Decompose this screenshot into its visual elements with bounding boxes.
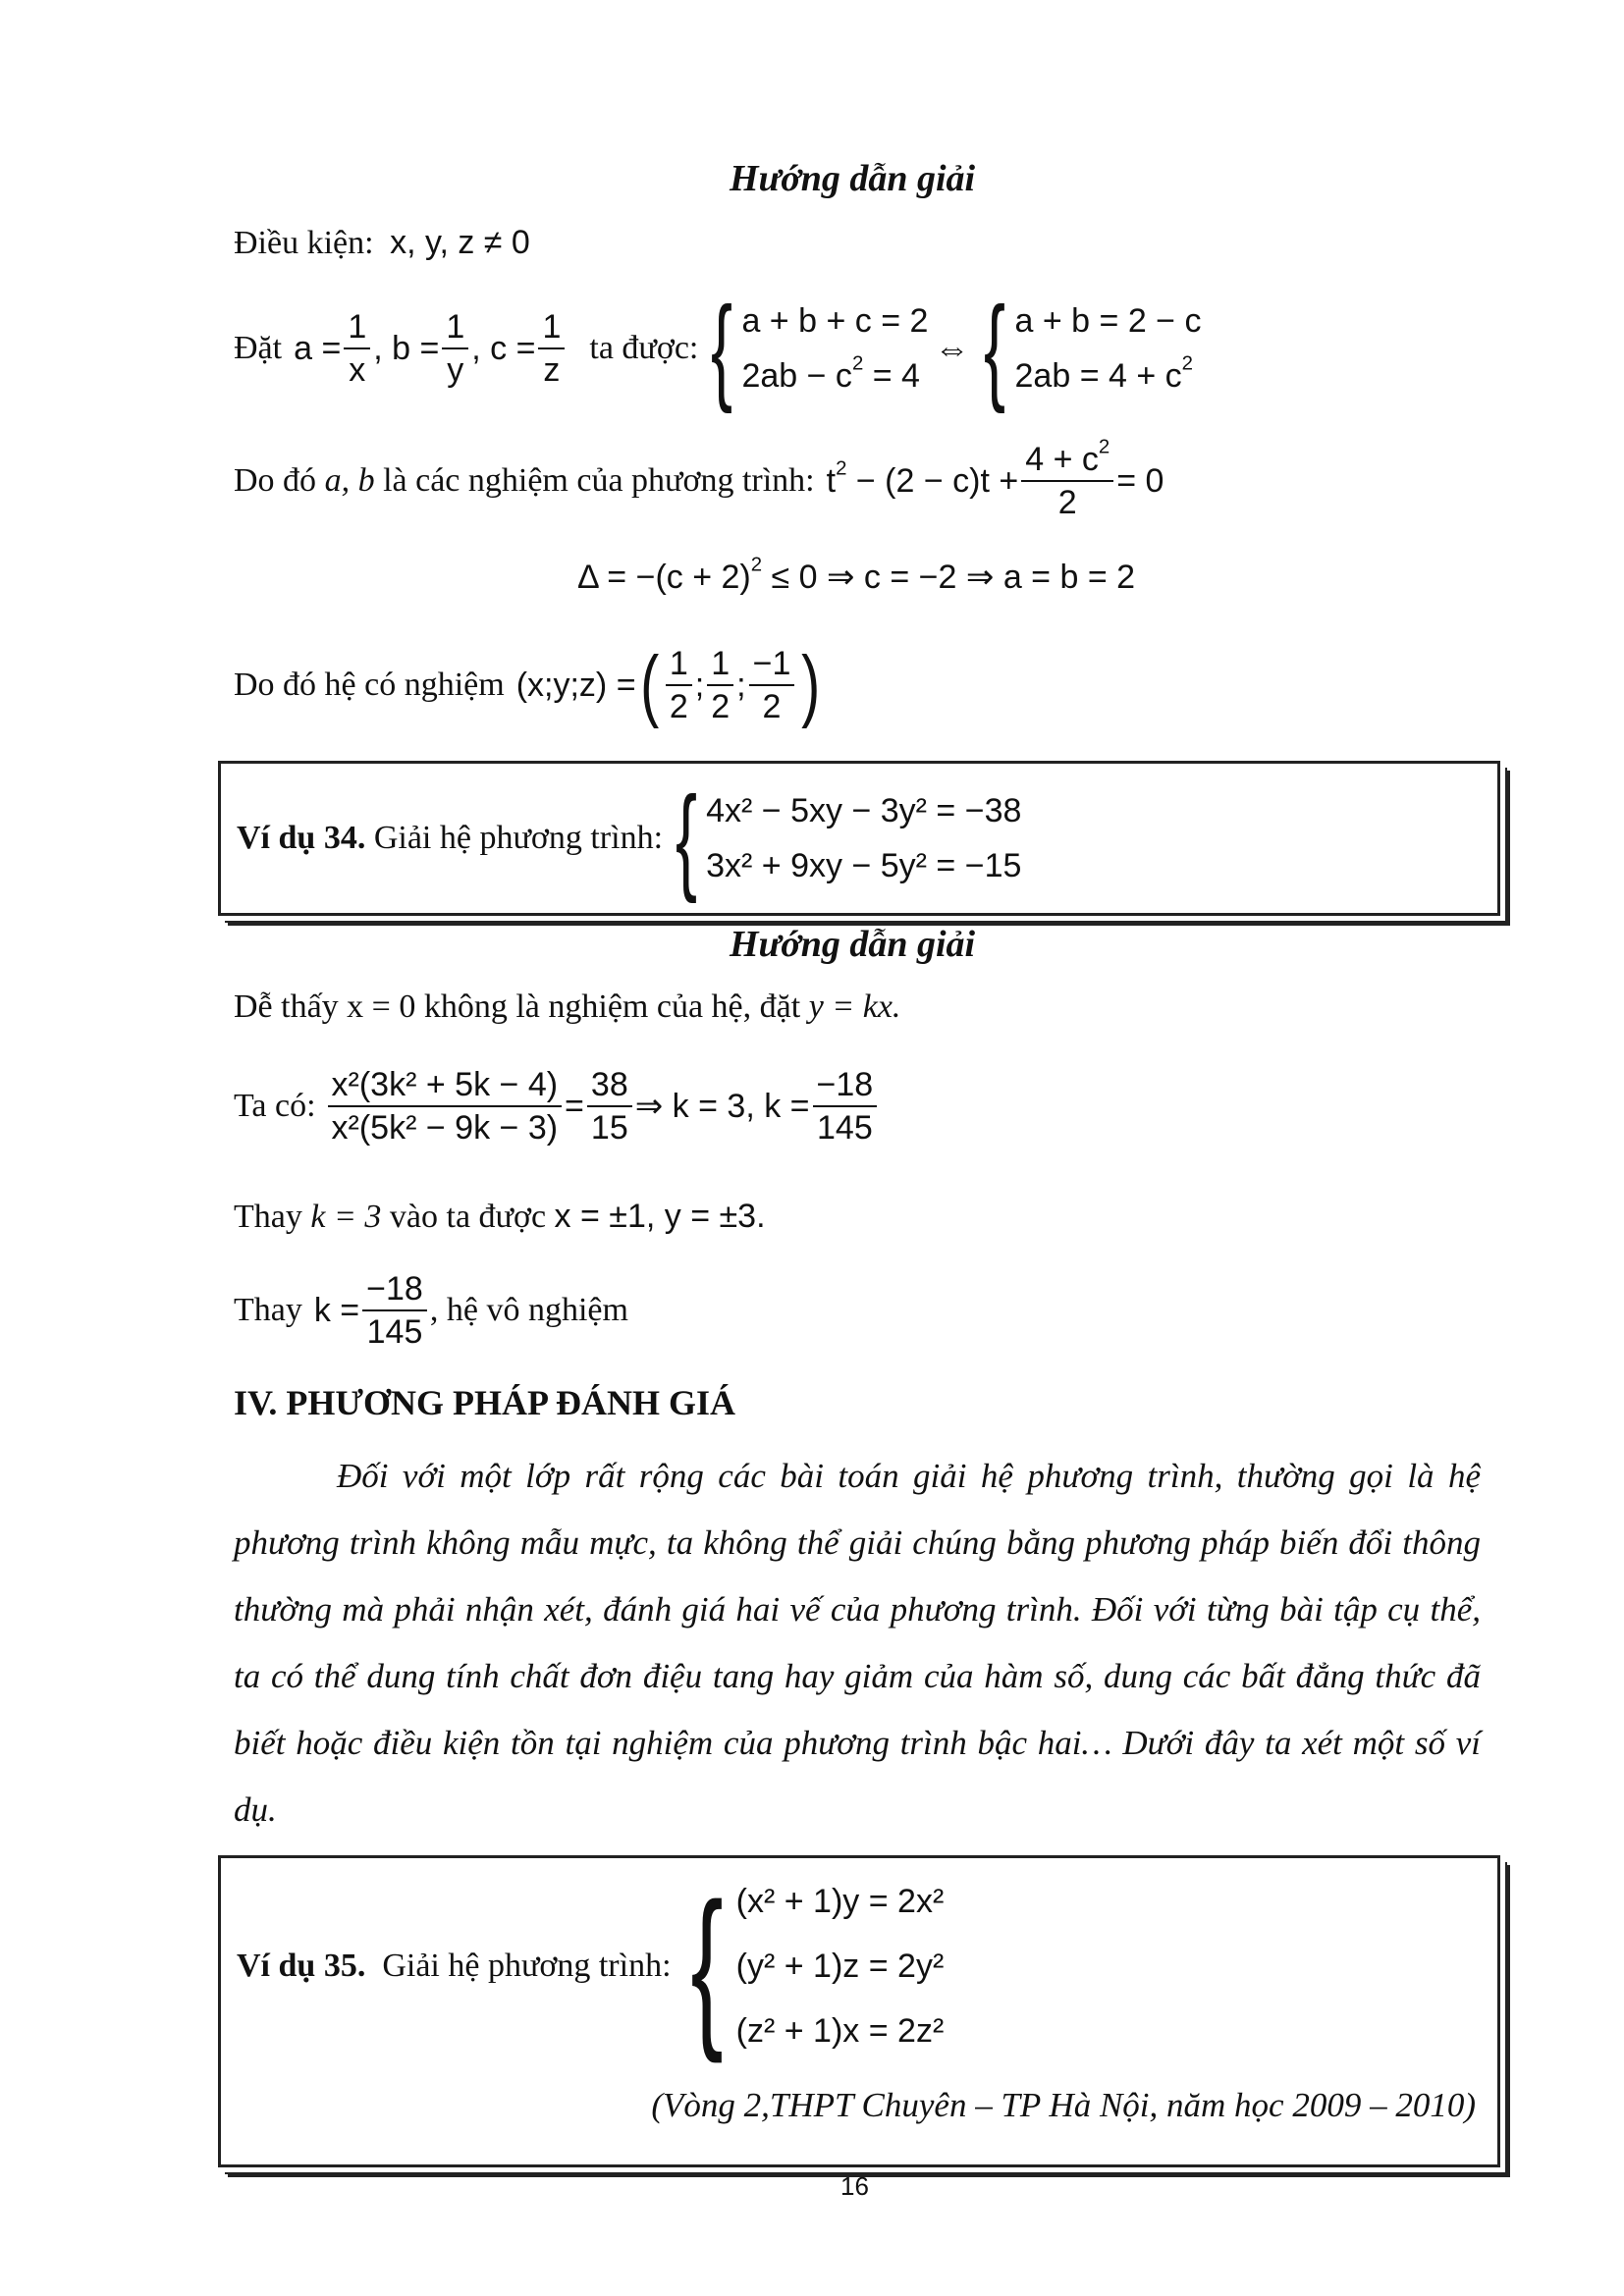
subst-result-label: ta được:	[589, 330, 699, 366]
frac-half-2: $\frac{1}{2}$	[707, 645, 733, 725]
example-34-eq2: 3x² + 9xy − 5y² = −15	[706, 847, 1022, 884]
quadratic-t: $t^2 - (2 - c)t$ +	[826, 457, 1019, 500]
example-34-system	[706, 783, 1021, 893]
subst-label: Đặt	[234, 330, 283, 366]
left-brace-icon: {	[984, 283, 1006, 414]
example-35-eq3: (z² + 1)x = 2z²	[735, 2012, 945, 2050]
frac-neg18-over-145-2: $\frac{-18}{145}$	[362, 1270, 427, 1351]
frac-neg-half: $\frac{-1}{2}$	[749, 645, 795, 725]
example-34-eq1: 4x² − 5xy − 3y² = −38	[706, 792, 1022, 829]
left-brace-icon: {	[711, 283, 733, 414]
right-paren-icon: )	[801, 640, 821, 729]
solution-heading-2: Hướng dẫn giải	[730, 924, 976, 965]
example-35-system	[736, 1869, 945, 2063]
frac-38-over-15: $\frac{38}{15}$	[587, 1066, 632, 1147]
condition-expr: x, y, z ≠ 0	[390, 224, 530, 261]
k-values: ⇒ k = 3, k =	[634, 1088, 810, 1125]
example-35-text: Giải hệ phương trình:	[382, 1948, 672, 1984]
frac-half-1: $\frac{1}{2}$	[666, 645, 692, 725]
frac-neg18-over-145: $\frac{-18}{145}$	[813, 1066, 878, 1147]
roots-line: Do đó a, b là các nghiệm của phương trình: $t^2 - (2 - c)t$ + $\frac{4 + c^2}{2}$ = 0	[234, 436, 1164, 521]
quadratic-rhs: = 0	[1116, 461, 1164, 500]
condition-line	[234, 224, 530, 262]
example-35-eq2: (y² + 1)z = 2y²	[735, 1948, 945, 1985]
solution-line: Do đó hệ có nghiệm (x;y;z) = ( $\frac{1}{2}$ ; $\frac{1}{2}$ ; $\frac{-1}{2}$ )	[234, 640, 821, 729]
section-heading: IV. PHƯƠNG PHÁP ĐÁNH GIÁ	[234, 1383, 736, 1422]
system-2: a + b = 2 − c $2ab = 4 + c^2$	[1014, 302, 1202, 395]
subst-c: , c =	[471, 329, 536, 367]
delta-line: $\Delta = -(c + 2)^2 \le 0$ ⇒ c = −2 ⇒ a = b = 2	[577, 554, 1136, 596]
substitute-k-frac-line: Thay k = $\frac{-18}{145}$ , hệ vô nghiệm	[234, 1270, 628, 1351]
solution-lhs: (x;y;z) =	[515, 666, 636, 704]
frac-1-over-y: $\frac{1}{y}$	[442, 308, 468, 389]
equiv-symbol: ⇔	[934, 328, 970, 368]
x-zero-line: Dễ thấy x = 0 không là nghiệm của hệ, đặt y = kx.	[234, 988, 901, 1025]
frac-1-over-z: $\frac{1}{z}$	[538, 308, 565, 389]
left-paren-icon: (	[639, 640, 659, 729]
frac-k-expression: $\frac{\text{x²(3k² + 5k − 4)}}{\text{x²(5k² − 9k − 3)}}$	[328, 1066, 563, 1147]
left-brace-icon: {	[676, 773, 698, 904]
subst-a: a =	[294, 329, 342, 367]
roots-vars: a, b	[324, 462, 375, 499]
example-35-eq1: (x² + 1)y = 2x²	[735, 1883, 945, 1920]
example-35-box	[218, 1855, 1500, 2167]
example-34-box	[218, 761, 1500, 916]
evaluation-method-paragraph: Đối với một lớp rất rộng các bài toán giải hệ phương trình, thường gọi là hệ phương trình không mẫu mực, ta không thể giải chúng bằng phương pháp biến đổi thông thường mà phải nhận xét, đánh giá hai vế của phương trình. Đối với từng bài tập cụ thể, ta có thể dung tính chất đơn điệu tang hay giảm của hàm số, dung các bất đẳng thức đã biết hoặc điều kiện tồn tại nghiệm của phương trình bậc hai… Dưới đây ta xét một số ví dụ.	[234, 1457, 1481, 1829]
system-1: a + b + c = 2 $2ab - c^2 = 4$	[741, 302, 929, 395]
left-brace-icon: {	[690, 1867, 724, 2064]
frac-1-over-x: $\frac{1}{x}$	[344, 308, 370, 389]
example-34-label: Ví dụ 34.	[237, 820, 366, 856]
frac-4-plus-c2-over-2: $\frac{4 + c^2}{2}$	[1021, 441, 1113, 521]
solution-heading: Hướng dẫn giải	[730, 158, 976, 199]
substitution-line	[234, 283, 1202, 414]
example-34-text: Giải hệ phương trình:	[373, 820, 664, 856]
page-number: 16	[840, 2171, 869, 2201]
condition-label: Điều kiện:	[234, 225, 374, 261]
subst-b: , b =	[373, 329, 440, 367]
ta-co-line: Ta có: $\frac{\text{x²(3k² + 5k − 4)}}{\text{x²(5k² − 9k − 3)}}$ = $\frac{38}{15}$ ⇒ k = 3, k = $\frac{-18}{145}$	[234, 1052, 880, 1160]
example-35-source: (Vòng 2,THPT Chuyên – TP Hà Nội, năm học 2009 – 2010)	[651, 2086, 1476, 2124]
example-35-label: Ví dụ 35.	[237, 1948, 366, 1984]
substitute-k3-line: Thay k = 3 vào ta được x = ±1, y = ±3.	[234, 1198, 766, 1235]
